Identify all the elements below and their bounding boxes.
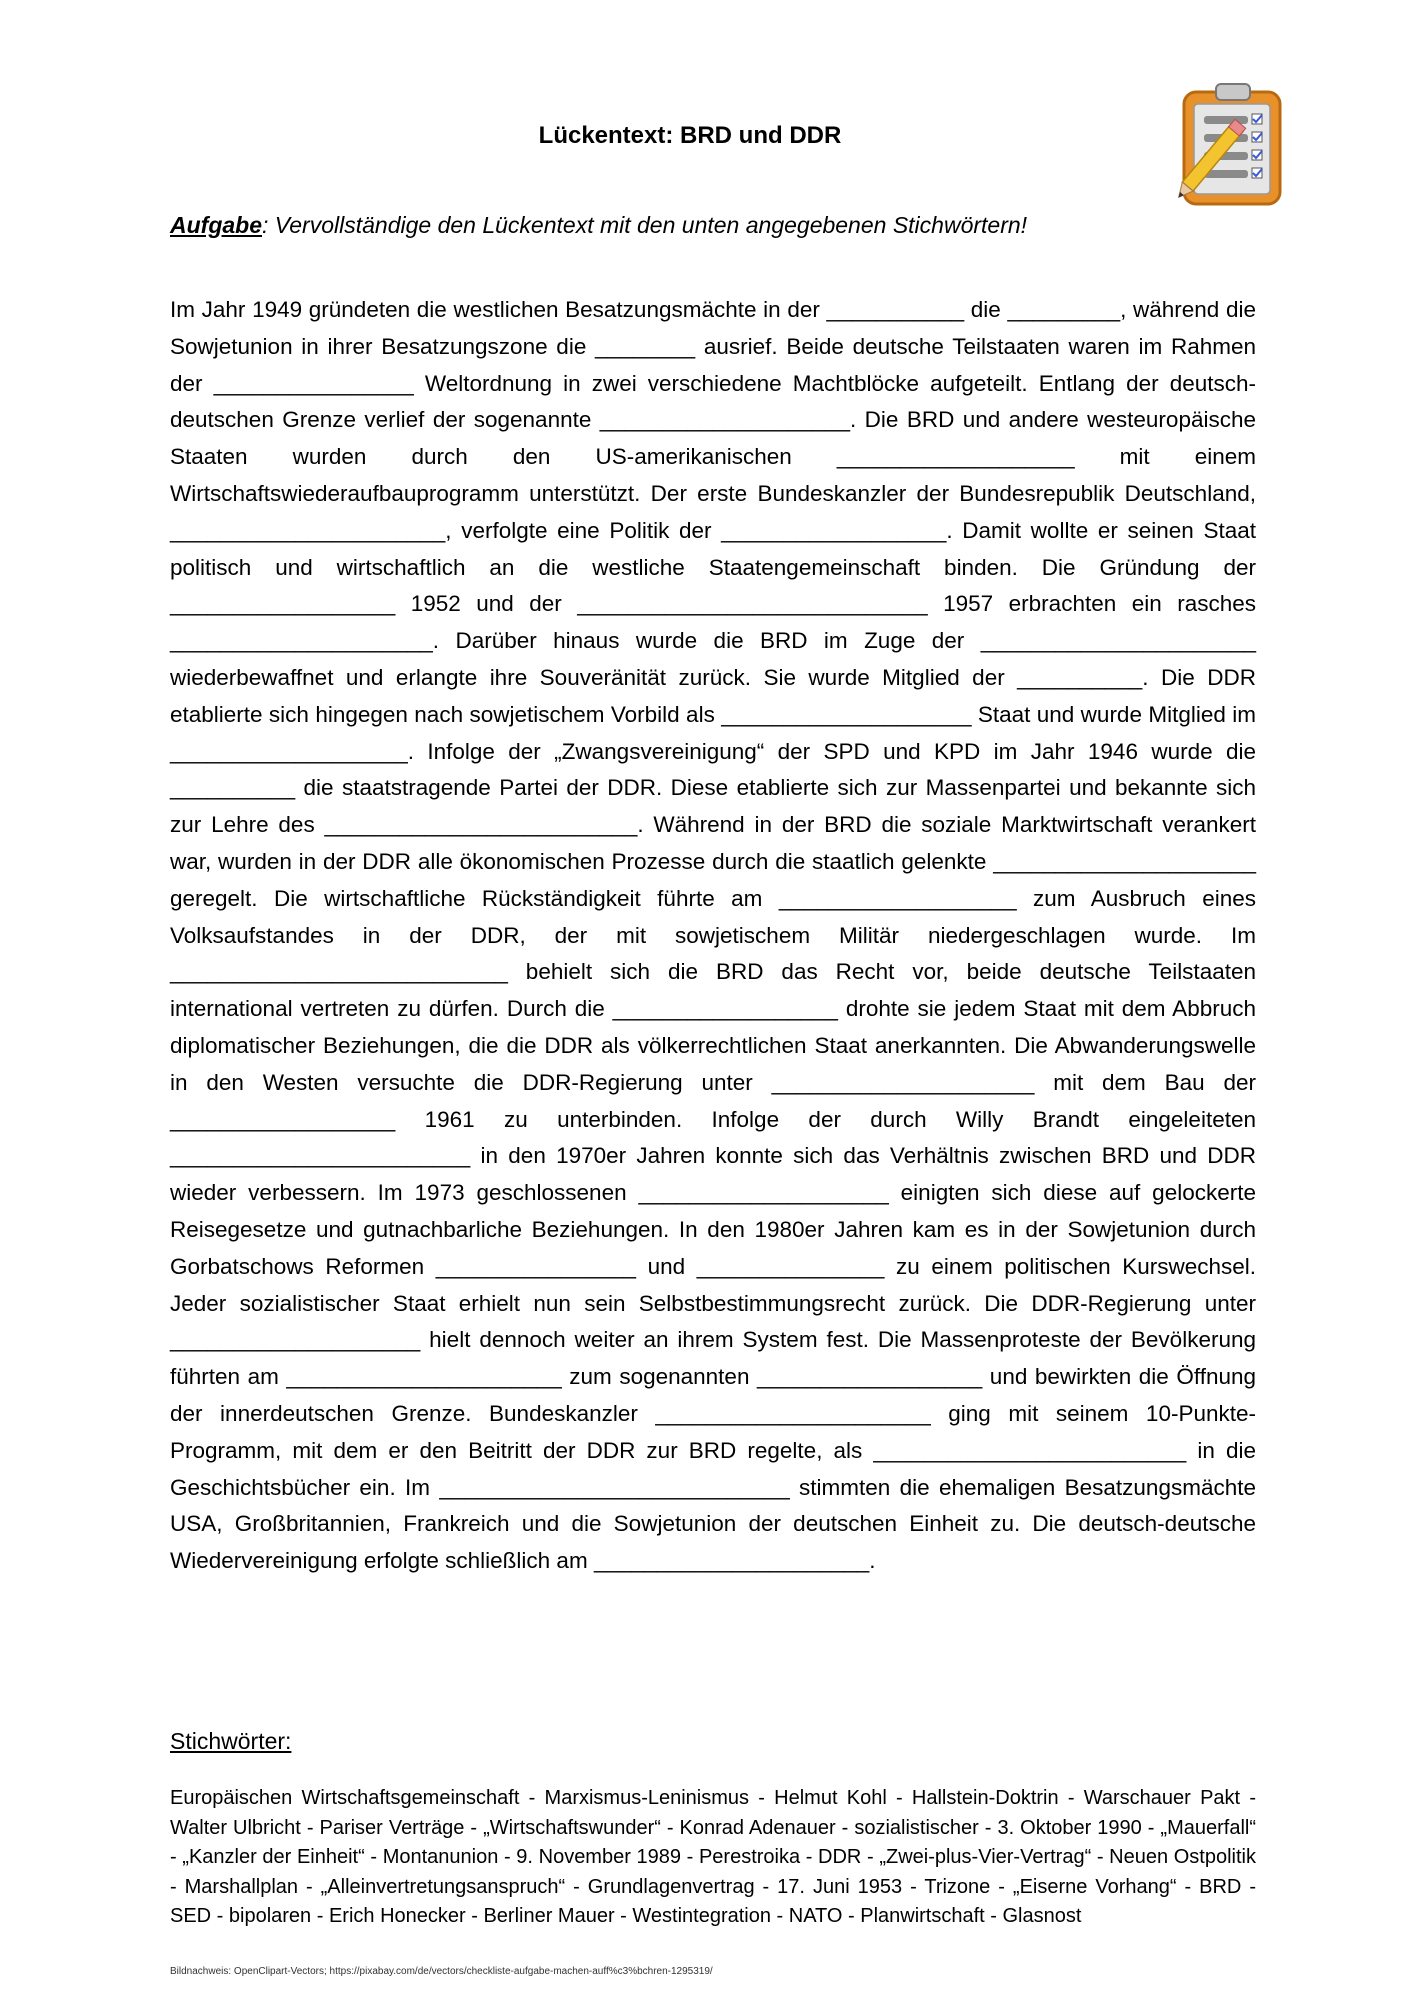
cloze-paragraph: Im Jahr 1949 gründeten die westlichen Besatzungsmächte in der ___________ die _________, während die Sowjetunion in ihrer Besatzungszone die ________ ausrief. Beide deutsche Teilstaaten waren im Rahmen der ________________ Weltordnung in zwei verschiedene Machtblöcke aufgeteilt. Entlang der deutsch-deutschen Grenze verlief der sogenannte ____________________. Die BRD und andere westeuropäische Staaten wurden durch den US-amerikanischen ___________________ mit einem Wirtschaftswiederaufbauprogramm unterstützt. Der erste Bundeskanzler der Bundesrepublik Deutschland, ______________________, verfolgte eine Politik der __________________. Damit wollte er seinen Staat politisch und wirtschaftlich an die westliche Staatengemeinschaft binden. Die Gründung der __________________ 1952 und der ____________________________ 1957 erbrachten ein rasches _____________________. Darüber hinaus wurde die BRD im Zuge der ______________________ wiederbewaffnet und erlangte ihre Souveränität zurück. Sie wurde Mitglied der __________. Die DDR etablierte sich hingegen nach sowjetischem Vorbild als ____________________ Staat und wurde Mitglied im ___________________. Infolge der „Zwangsvereinigung“ der SPD und KPD im Jahr 1946 wurde die __________ die staatstragende Partei der DDR. Diese etablierte sich zur Massenpartei und bekannte sich zur Lehre des _________________________. Während in der BRD die soziale Marktwirtschaft verankert war, wurden in der DDR alle ökonomischen Prozesse durch die staatlich gelenkte _____________________ geregelt. Die wirtschaftliche Rückständigkeit führte am ___________________ zum Ausbruch eines Volksaufstandes in der DDR, der mit sowjetischem Militär niedergeschlagen wurde. Im ___________________________ behielt sich die BRD das Recht vor, beide deutsche Teilstaaten international vertreten zu dürfen. Durch die __________________ drohte sie jedem Staat mit dem Abbruch diplomatischer Beziehungen, die die DDR als völkerrechtlichen Staat anerkannten. Die Abwanderungswelle in den Westen versuchte die DDR-Regierung unter _____________________ mit dem Bau der __________________ 1961 zu unterbinden. Infolge der durch Willy Brandt eingeleiteten ________________________ in den 1970er Jahren konnte sich das Verhältnis zwischen BRD und DDR wieder verbessern. Im 1973 geschlossenen ____________________ einigten sich diese auf gelockerte Reisegesetze und gutnachbarliche Beziehungen. In den 1980er Jahren kam es in der Sowjetunion durch Gorbatschows Reformen ________________ und _______________ zu einem politischen Kurswechsel. Jeder sozialistischer Staat erhielt nun sein Selbstbestimmungsrecht zurück. Die DDR-Regierung unter ____________________ hielt dennoch weiter an ihrem System fest. Die Massenproteste der Bevölkerung führten am ______________________ zum sogenannten __________________ und bewirkten die Öffnung der innerdeutschen Grenze. Bundeskanzler ______________________ ging mit seinem 10-Punkte-Programm, mit dem er den Beitritt der DDR zur BRD regelte, als _________________________ in die Geschichtsbücher ein. Im ____________________________ stimmten die ehemaligen Besatzungsmächte USA, Großbritannien, Frankreich und die Sowjetunion der deutschen Einheit zu. Die deutsch-deutsche Wiedervereinigung erfolgte schließlich am ______________________.	[170, 297, 1256, 1574]
task-label: Aufgabe	[170, 212, 262, 238]
keywords-heading: Stichwörter:	[170, 1728, 292, 1754]
keywords-paragraph: Europäischen Wirtschaftsgemeinschaft - Marxismus-Leninismus - Helmut Kohl - Hallstein-Doktrin - Warschauer Pakt - Walter Ulbricht - Pariser Verträge - „Wirtschaftswunder“ - Konrad Adenauer - sozialistischer - 3. Oktober 1990 - „Mauerfall“ - „Kanzler der Einheit“ - Montanunion - 9. November 1989 - Perestroika - DDR - „Zwei-plus-Vier-Vertrag“ - Neuen Ostpolitik - Marshallplan - „Alleinvertretungsanspruch“ - Grundlagenvertrag - 17. Juni 1953 - Trizone - „Eiserne Vorhang“ - BRD - SED - bipolaren - Erich Honecker - Berliner Mauer - Westintegration - NATO - Planwirtschaft - Glasnost	[170, 1787, 1256, 1927]
cloze-text	[170, 292, 1256, 1580]
clipboard-checklist-pencil-icon	[1178, 82, 1288, 210]
image-credit: Bildnachweis: OpenClipart-Vectors; https://pixabay.com/de/vectors/checkliste-aufgabe-machen-auff%c3%bchren-1295319/	[170, 1966, 713, 1977]
keywords-list	[170, 1784, 1256, 1932]
task-text: : Vervollständige den Lückentext mit den unten angegebenen Stichwörtern!	[262, 212, 1028, 238]
page-title: Lückentext: BRD und DDR	[538, 122, 842, 149]
task-instruction	[170, 212, 1027, 239]
